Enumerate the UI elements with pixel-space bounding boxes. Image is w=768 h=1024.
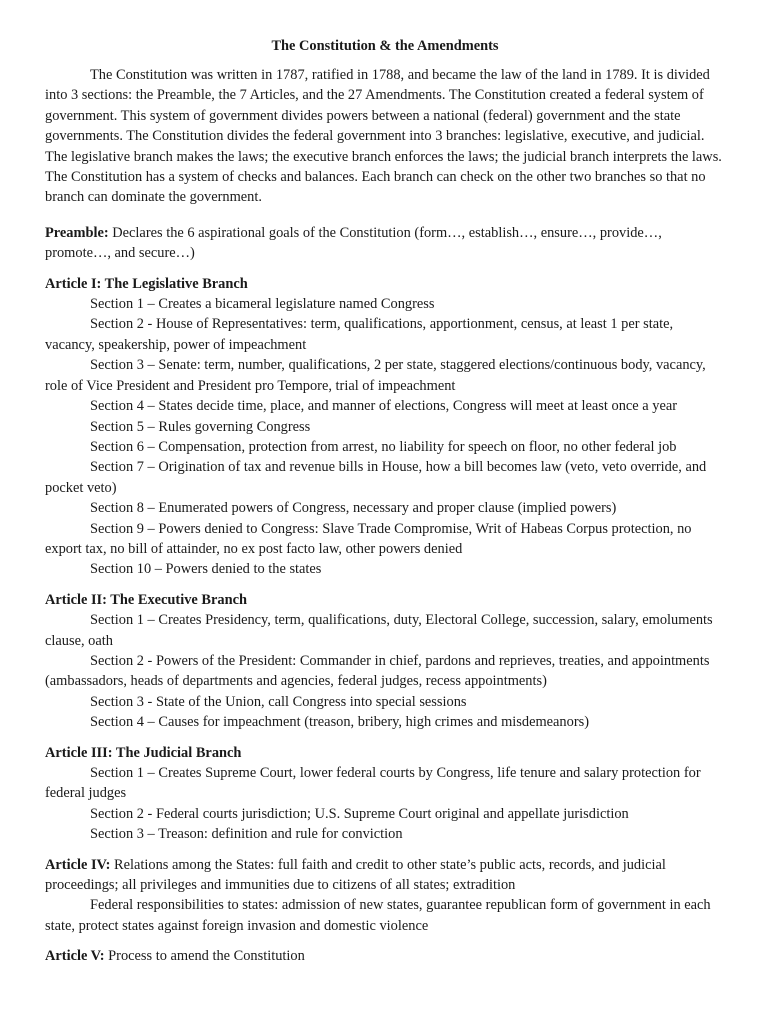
article-1-section-10: Section 10 – Powers denied to the states	[90, 561, 322, 578]
article-2-section-3: Section 3 - State of the Union, call Congress into special sessions	[90, 693, 467, 710]
article-2-section-1: Section 1 – Creates Presidency, term, qualifications, duty, Electoral College, succession, salary, emoluments clause, oath	[45, 612, 713, 649]
article-1-section-1: Section 1 – Creates a bicameral legislature named Congress	[90, 296, 435, 313]
preamble-label: Preamble:	[45, 224, 109, 241]
article-3-section	[45, 743, 725, 845]
article-2-heading: Article II: The Executive Branch	[45, 591, 247, 608]
preamble-section	[45, 223, 725, 264]
article-5-text: Process to amend the Constitution	[104, 948, 305, 965]
article-1-section-9: Section 9 – Powers denied to Congress: Slave Trade Compromise, Writ of Habeas Corpus protection, no export tax, no bill of attainder, no ex post facto law, other powers denied	[45, 520, 692, 557]
article-3-heading: Article III: The Judicial Branch	[45, 744, 242, 761]
article-3-section-3: Section 3 – Treason: definition and rule for conviction	[90, 826, 403, 843]
preamble-paragraph	[45, 223, 725, 264]
article-1-section	[45, 274, 725, 580]
article-1-section-8: Section 8 – Enumerated powers of Congress, necessary and proper clause (implied powers)	[90, 500, 617, 517]
article-5-section	[45, 946, 725, 966]
article-4-text: Relations among the States: full faith and credit to other state’s public acts, records, and judicial proceedings; all privileges and immunities due to citizens of all states; extradition	[45, 856, 666, 894]
preamble-text: Declares the 6 aspirational goals of the Constitution (form…, establish…, ensure…, provide…, promote…, and secure…)	[45, 224, 662, 262]
article-5-label: Article V:	[45, 948, 105, 965]
article-1-section-4: Section 4 – States decide time, place, and manner of elections, Congress will meet at least once a year	[90, 398, 678, 415]
article-1-heading: Article I: The Legislative Branch	[45, 275, 248, 292]
document-page	[45, 36, 725, 977]
article-1-section-2: Section 2 - House of Representatives: term, qualifications, apportionment, census, at least 1 per state, vacancy, speakership, power of impeachment	[45, 316, 674, 353]
article-4-section	[45, 855, 725, 937]
article-1-section-7: Section 7 – Origination of tax and revenue bills in House, how a bill becomes law (veto, veto override, and pocket veto)	[45, 459, 707, 496]
article-1-section-3: Section 3 – Senate: term, number, qualifications, 2 per state, staggered elections/continuous body, vacancy, role of Vice President and President pro Tempore, trial of impeachment	[45, 357, 706, 394]
article-4-paragraph	[45, 855, 725, 896]
document-title: The Constitution & the Amendments	[271, 38, 499, 54]
article-1-section-5: Section 5 – Rules governing Congress	[90, 418, 311, 435]
article-4-label: Article IV:	[45, 856, 111, 873]
article-2-section-2: Section 2 - Powers of the President: Commander in chief, pardons and reprieves, treaties, and appointments (ambassadors, heads of departments and agencies, federal judges, recess appointments)	[45, 652, 710, 690]
article-4-federal-paragraph: Federal responsibilities to states: admission of new states, guarantee republican form of government in each state, protect states against foreign invasion and domestic violence	[45, 897, 711, 934]
article-2-section-4: Section 4 – Causes for impeachment (treason, bribery, high crimes and misdemeanors)	[90, 714, 589, 731]
article-1-section-6: Section 6 – Compensation, protection from arrest, no liability for speech on floor, no other federal job	[90, 438, 677, 455]
article-2-section	[45, 590, 725, 733]
article-3-section-2: Section 2 - Federal courts jurisdiction; U.S. Supreme Court original and appellate jurisdiction	[90, 805, 629, 822]
intro-paragraph: The Constitution was written in 1787, ratified in 1788, and became the law of the land in 1789. It is divided into 3 sections: the Preamble, the 7 Articles, and the 27 Amendments. The Constitution created a federal system of government. This system of government divides powers between a national (federal) government and the state governments. The Constitution divides the federal government into 3 branches: legislative, executive, and judicial. The legislative branch makes the laws; the executive branch enforces the laws; the judicial branch interprets the laws. The Constitution has a system of checks and balances. Each branch can check on the other two branches so that no branch can dominate the government.	[45, 67, 722, 206]
article-5-paragraph	[45, 946, 725, 966]
article-3-section-1: Section 1 – Creates Supreme Court, lower federal courts by Congress, life tenure and salary protection for federal judges	[45, 765, 701, 802]
